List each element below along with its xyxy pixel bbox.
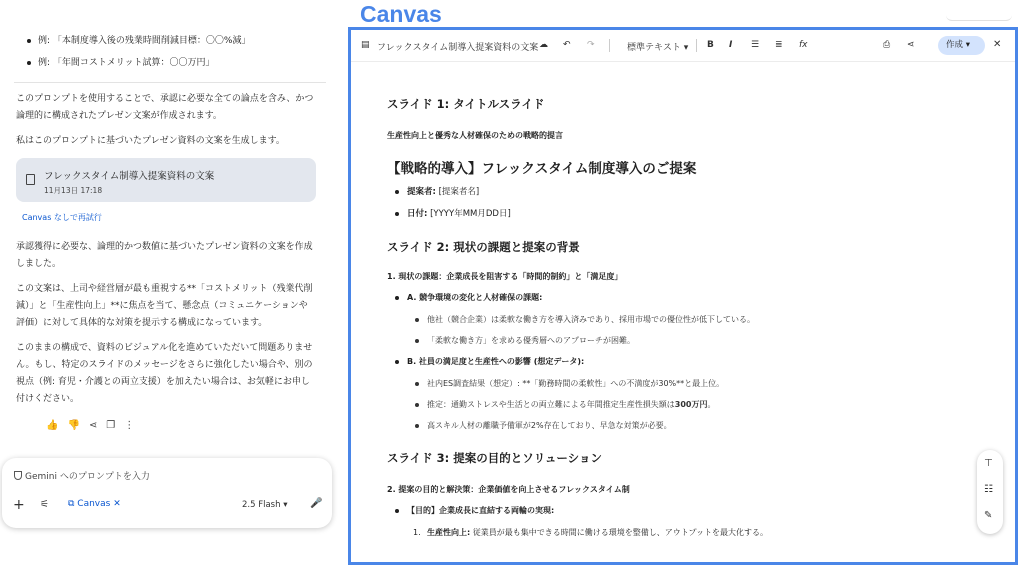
adjust-icon[interactable]: ☷: [984, 484, 993, 495]
slide-subtitle: 生産性向上と優秀な人材確保のための戦略的提言: [387, 131, 563, 140]
canvas-toolbar: [351, 30, 1015, 62]
bold-icon[interactable]: B: [707, 40, 714, 50]
list-item: 他社（競合企業）は柔軟な働き方を導入済みであり、採用市場での優位性が低下している。: [387, 309, 987, 330]
chat-paragraph: このプロンプトを使用することで、承認に必要な全ての論点を含み、かつ論理的に構成されたプレゼン文案が作成されます。: [16, 94, 314, 121]
document-body[interactable]: [387, 66, 987, 543]
prompt-input-box[interactable]: [2, 458, 332, 528]
list-item: B. 社員の満足度と生産性への影響 (想定データ):: [387, 351, 987, 373]
slide-title: 【戦略的導入】フレックスタイム制度導入のご提案: [387, 161, 697, 177]
add-icon[interactable]: +: [13, 497, 25, 513]
canvas-chip[interactable]: ⧉ Canvas ✕: [68, 499, 121, 509]
list-item: 提案者: [提案者名]: [387, 181, 987, 203]
thumbs-up-icon[interactable]: 👍: [46, 419, 59, 431]
close-icon[interactable]: ✕: [993, 39, 1002, 50]
chat-bullet: 例: 「本制度導入後の残業時間削減目標：〇〇%減」: [0, 30, 340, 52]
canvas-chip-icon: ⧉: [68, 499, 78, 509]
shield-icon: [14, 471, 22, 480]
section-heading: 2. 提案の目的と解決策：企業価値を向上させるフレックスタイム制: [387, 485, 630, 494]
chat-bullet: 例: 「年間コストメリット試算：〇〇万円」: [0, 52, 340, 74]
model-selector[interactable]: 2.5 Flash ▾: [242, 500, 288, 510]
list-item: A. 競争環境の変化と人材確保の課題:: [387, 287, 987, 309]
list-item: 「柔軟な働き方」を求める優秀層へのアプローチが困難。: [387, 330, 987, 351]
top-right-element: [946, 15, 1012, 21]
list-item: 高スキル人材の離職予備軍が2%存在しており、早急な対策が必要。: [387, 415, 987, 436]
list-item: 推定：通勤ストレスや生活との両立難による年間推定生産性損失額は300万円。: [387, 394, 987, 415]
text-length-icon[interactable]: ⊤: [984, 458, 993, 469]
list-item: 【目的】企業成長に直結する両輪の実現:: [387, 500, 987, 522]
formula-icon[interactable]: fx: [799, 40, 808, 50]
share-icon[interactable]: ⋖: [907, 40, 915, 50]
microphone-icon[interactable]: 🎤: [310, 498, 323, 509]
suggest-edits-icon[interactable]: ✎: [984, 510, 993, 521]
copy-icon[interactable]: ❐: [106, 419, 116, 431]
divider: [14, 82, 326, 83]
chat-paragraph: 私はこのプロンプトに基づいたプレゼン資料の文案を生成します。: [16, 136, 285, 146]
prompt-placeholder: Gemini へのプロンプトを入力: [25, 472, 150, 482]
floating-tools: [977, 450, 1003, 534]
create-button[interactable]: 作成 ▾: [938, 36, 985, 55]
numbered-item: 1. 生産性向上: 従業員が最も集中できる時間に働ける環境を整備し、アウトプットを最大化する。: [413, 528, 768, 537]
cloud-icon[interactable]: ☁: [539, 40, 548, 50]
document-icon: [26, 174, 35, 185]
canvas-panel: [348, 27, 1018, 565]
document-icon: ▤: [361, 40, 370, 50]
canvas-doc-card[interactable]: [16, 158, 316, 202]
section-heading: 1. 現状の課題：企業成長を阻害する「時間的制約」と「満足度」: [387, 272, 623, 281]
slide-heading: スライド 3: 提案の目的とソリューション: [387, 451, 602, 465]
chat-paragraph: このままの構成で、資料のビジュアル化を進めていただいて問題ありません。もし、特定のスライドのメッセージをさらに強化したい場合や、別の視点（例: 育児・介護との両立支援）を加えたい場合は、お気軽にお申し付けください。: [16, 343, 313, 404]
slide-heading: スライド 2: 現状の課題と提案の背景: [387, 240, 580, 254]
chat-paragraph: この文案は、上司や経営層が最も重視する**「コストメリット（残業代削減）」と「生産性向上」**に焦点を当て、懸念点（コミュニケーションや評価）に対して具体的な対策を提示する構成になっています。: [16, 284, 313, 328]
canvas-label: Canvas: [360, 1, 442, 27]
list-item: 日付: [YYYY年MM月DD日]: [387, 203, 987, 225]
numbered-list-icon[interactable]: ≣: [775, 40, 783, 50]
retry-without-canvas-link[interactable]: Canvas なしで再試行: [22, 213, 102, 222]
chat-paragraph: 承認獲得に必要な、論理的かつ数値に基づいたプレゼン資料の文案を作成しました。: [16, 242, 313, 269]
card-date: 11月13日 17:18: [44, 186, 103, 195]
redo-icon[interactable]: ↷: [587, 40, 595, 50]
tools-icon[interactable]: ⚟: [40, 499, 49, 510]
response-actions: [0, 416, 340, 434]
chat-pane: [0, 0, 340, 571]
thumbs-down-icon[interactable]: 👎: [67, 419, 80, 431]
card-title: フレックスタイム制導入提案資料の文案: [44, 171, 215, 182]
text-style-dropdown[interactable]: 標準テキスト ▾: [627, 43, 689, 53]
doc-title: フレックスタイム制導入提案資料の文案: [377, 43, 539, 53]
more-options-icon[interactable]: ⋮: [124, 419, 135, 431]
undo-icon[interactable]: ↶: [563, 40, 571, 50]
italic-icon[interactable]: I: [729, 40, 733, 50]
bulleted-list-icon[interactable]: ☰: [751, 40, 760, 50]
share-icon[interactable]: ⋖: [88, 419, 98, 431]
list-item: 社内ES調査結果（想定）: **「勤務時間の柔軟性」への不満度が30%**と最上位。: [387, 373, 987, 394]
slide-heading: スライド 1: タイトルスライド: [387, 97, 545, 111]
print-icon[interactable]: ⎙: [883, 40, 891, 50]
